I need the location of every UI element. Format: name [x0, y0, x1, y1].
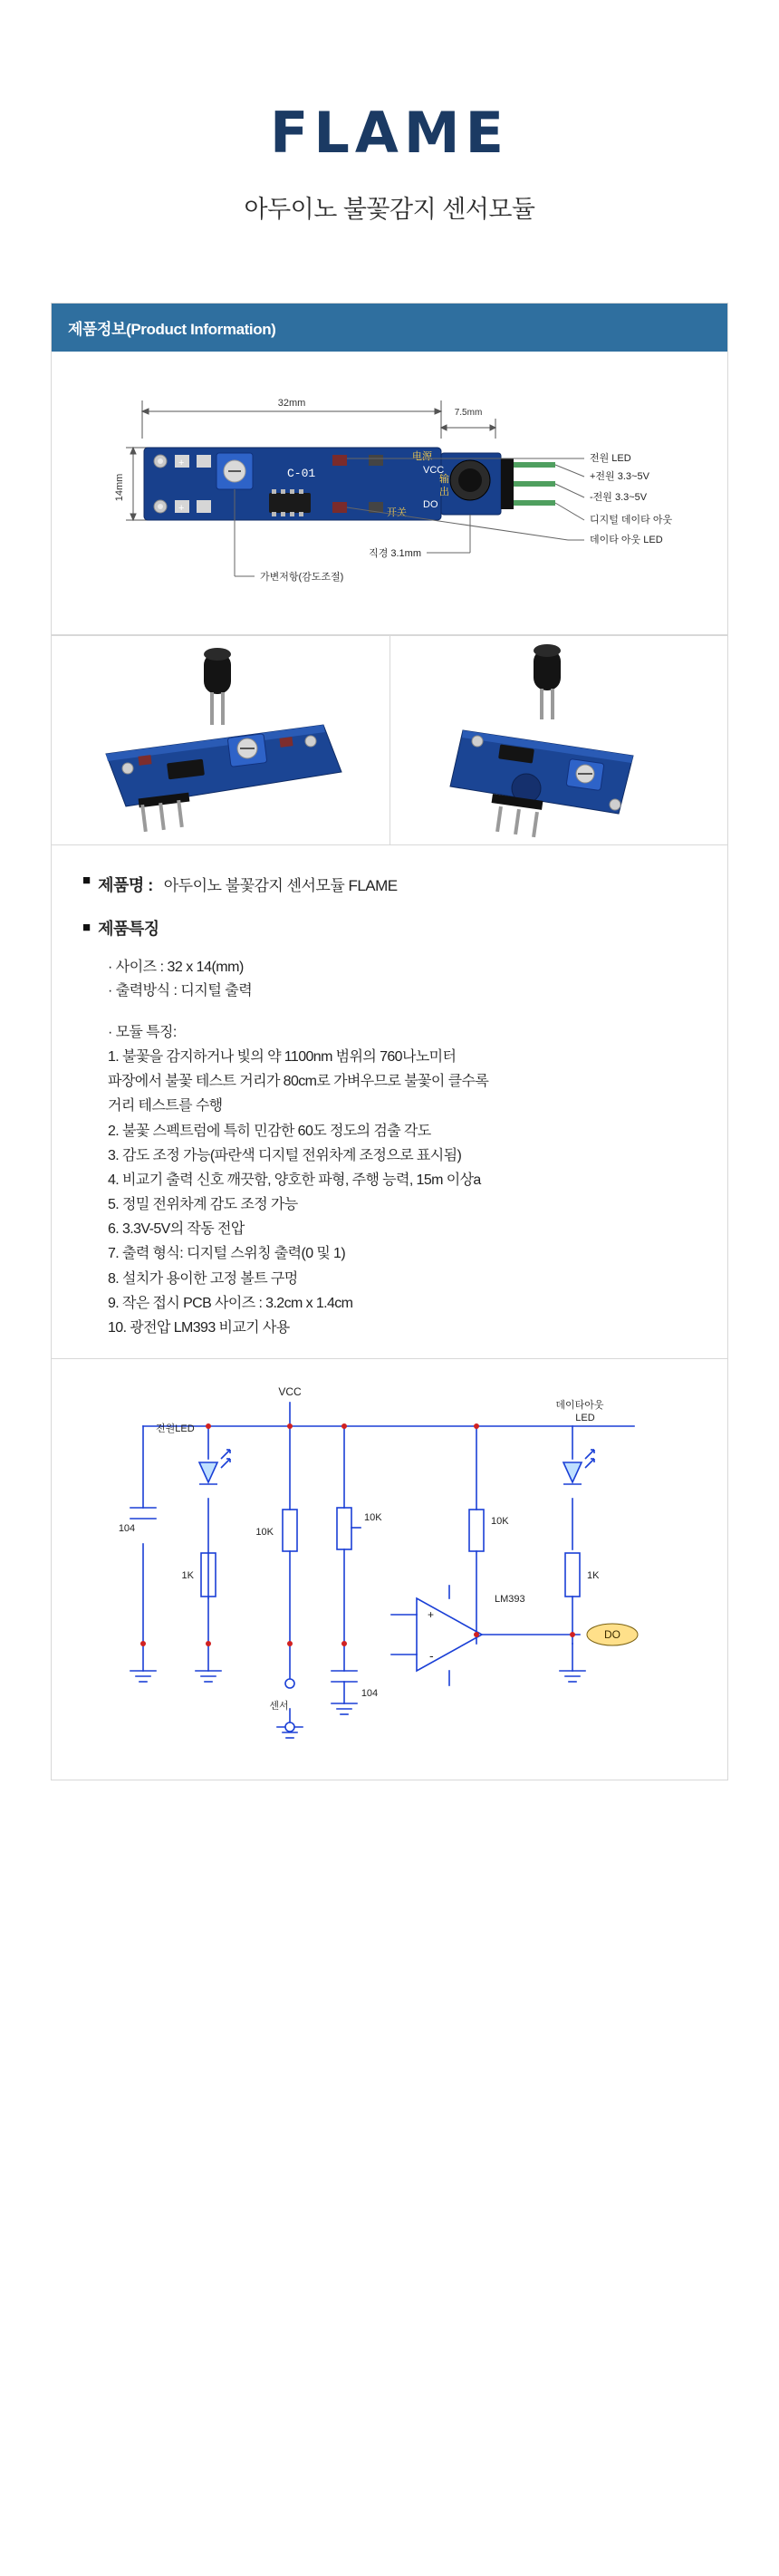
label-r-10k-a: 10K: [255, 1527, 274, 1539]
list-item: 2. 불꽃 스펙트럼에 특히 민감한 60도 정도의 검출 각도: [108, 1123, 431, 1139]
silkscreen-c01: C-01: [287, 467, 316, 480]
list-item: 3. 감도 조정 가능(파란색 디지털 전위차계 조정으로 표시됨): [108, 1147, 462, 1163]
silkscreen-switch-cn: 开关: [387, 507, 407, 518]
list-item-heading: · 모듈 특징:: [108, 1024, 177, 1040]
silkscreen-vcc: VCC: [423, 465, 445, 476]
features-label: 제품특징: [98, 920, 159, 938]
label-vcc: VCC: [278, 1385, 302, 1399]
product-photo-side: [390, 636, 727, 844]
product-info-card: [51, 303, 728, 1780]
label-r-1k-a: 1K: [181, 1570, 194, 1582]
sensor-terminal2: [285, 1722, 294, 1732]
callout-digital-out: 디지털 데이타 아웃: [590, 515, 673, 526]
pins: [514, 462, 555, 506]
product-name-label: 제품명 :: [98, 876, 153, 894]
list-item: 9. 작은 접시 PCB 사이즈 : 3.2cm x 1.4cm: [108, 1295, 353, 1311]
callout-data-out-led: 데이타 아웃 LED: [590, 535, 663, 545]
led-power: [332, 455, 347, 466]
list-item: 파장에서 불꽃 테스트 거리가 80cm로 가벼우므로 불꽃이 클수록: [108, 1074, 489, 1090]
photo-front-svg: [52, 636, 390, 844]
dimension-subwidth-label: 7.5mm: [454, 408, 483, 418]
circuit-schematic: [52, 1359, 727, 1780]
label-sensor: 센서: [269, 1701, 289, 1713]
sensor-terminal: [285, 1679, 294, 1688]
list-item: 7. 출력 형식: 디지털 스위칭 출력(0 및 1): [108, 1246, 346, 1262]
label-data-led-1: 데이타아웃: [555, 1400, 604, 1412]
board-diagram: [52, 352, 727, 635]
opamp-plus: +: [428, 1608, 435, 1622]
label-r-1k-b: 1K: [587, 1570, 600, 1582]
list-item: 5. 정밀 전위차계 감도 조정 가능: [108, 1197, 298, 1213]
list-item: 8. 설치가 용이한 고정 볼트 구멍: [108, 1270, 298, 1287]
pad: [197, 455, 211, 468]
card-header: 제품정보(Product Information): [52, 304, 727, 352]
pin-header: [501, 458, 514, 509]
schematic-svg: [72, 1372, 707, 1743]
board-diagram-svg: [61, 375, 731, 611]
label-r-10k-c: 10K: [491, 1516, 509, 1528]
square-bullet-icon: ■: [82, 920, 91, 935]
list-item: 1. 불꽃을 감지하거나 빛의 약 1100nm 범위의 760나노미터: [108, 1048, 457, 1065]
silkscreen-out-cn: 输: [439, 474, 449, 485]
page-header: [0, 0, 779, 225]
module-feature-list: [108, 1020, 697, 1340]
photo-side-svg: [390, 636, 727, 844]
page-title: FLAME: [270, 100, 509, 166]
svg-text:+: +: [178, 458, 185, 468]
product-name-value: 아두이노 불꽃감지 센서모듈 FLAME: [163, 877, 398, 894]
callout-potentiometer: 가변저항(감도조절): [260, 572, 344, 583]
features-heading: [82, 916, 697, 940]
product-name-row: [82, 873, 697, 896]
label-power-led: 전원LED: [156, 1423, 195, 1435]
silkscreen-do: DO: [423, 499, 438, 510]
label-r-10k-b: 10K: [364, 1512, 382, 1524]
callout-power-led: 전원 LED: [590, 453, 631, 464]
label-data-led-2: LED: [575, 1413, 595, 1424]
list-item: 4. 비교기 출력 신호 깨끗함, 양호한 파형, 주행 능력, 15m 이상a: [108, 1172, 481, 1188]
page-subtitle: 아두이노 불꽃감지 센서모듈: [244, 196, 535, 223]
pad: [197, 500, 211, 513]
svg-text:+: +: [178, 503, 185, 514]
square-bullet-icon: ■: [82, 873, 91, 888]
label-ic-lm393: LM393: [495, 1594, 525, 1606]
led-data-out: [332, 502, 347, 513]
list-item: 거리 테스트를 수행: [108, 1098, 223, 1114]
output-do-label: DO: [604, 1628, 620, 1642]
specification-section: [52, 844, 727, 1359]
product-photo-front: [52, 636, 390, 844]
dimension-height-label: 14mm: [114, 473, 125, 502]
list-item: · 사이즈 : 32 x 14(mm): [108, 960, 244, 975]
list-item: 10. 광전압 LM393 비교기 사용: [108, 1320, 290, 1336]
list-item: · 출력방식 : 디지털 출력: [108, 983, 253, 999]
product-photos: [52, 635, 727, 844]
dimension-width-label: 32mm: [277, 398, 306, 409]
led-power-symbol: [199, 1462, 217, 1482]
label-cap-104-b: 104: [361, 1688, 379, 1700]
silkscreen-out2-cn: 出: [439, 487, 449, 497]
ic-lm393: [269, 493, 311, 513]
list-item: 6. 3.3V-5V의 작동 전압: [108, 1221, 245, 1238]
opamp-minus: -: [429, 1648, 434, 1664]
label-cap-104-a: 104: [118, 1523, 136, 1535]
callout-vcc: +전원 3.3~5V: [590, 471, 649, 482]
callout-gnd: -전원 3.3~5V: [590, 492, 648, 503]
silkscreen-power-cn: 电源: [412, 451, 432, 462]
callout-hole-diameter: 직경 3.1mm: [369, 548, 421, 559]
basic-feature-list: [108, 956, 697, 1004]
led-data-symbol: [563, 1462, 582, 1482]
